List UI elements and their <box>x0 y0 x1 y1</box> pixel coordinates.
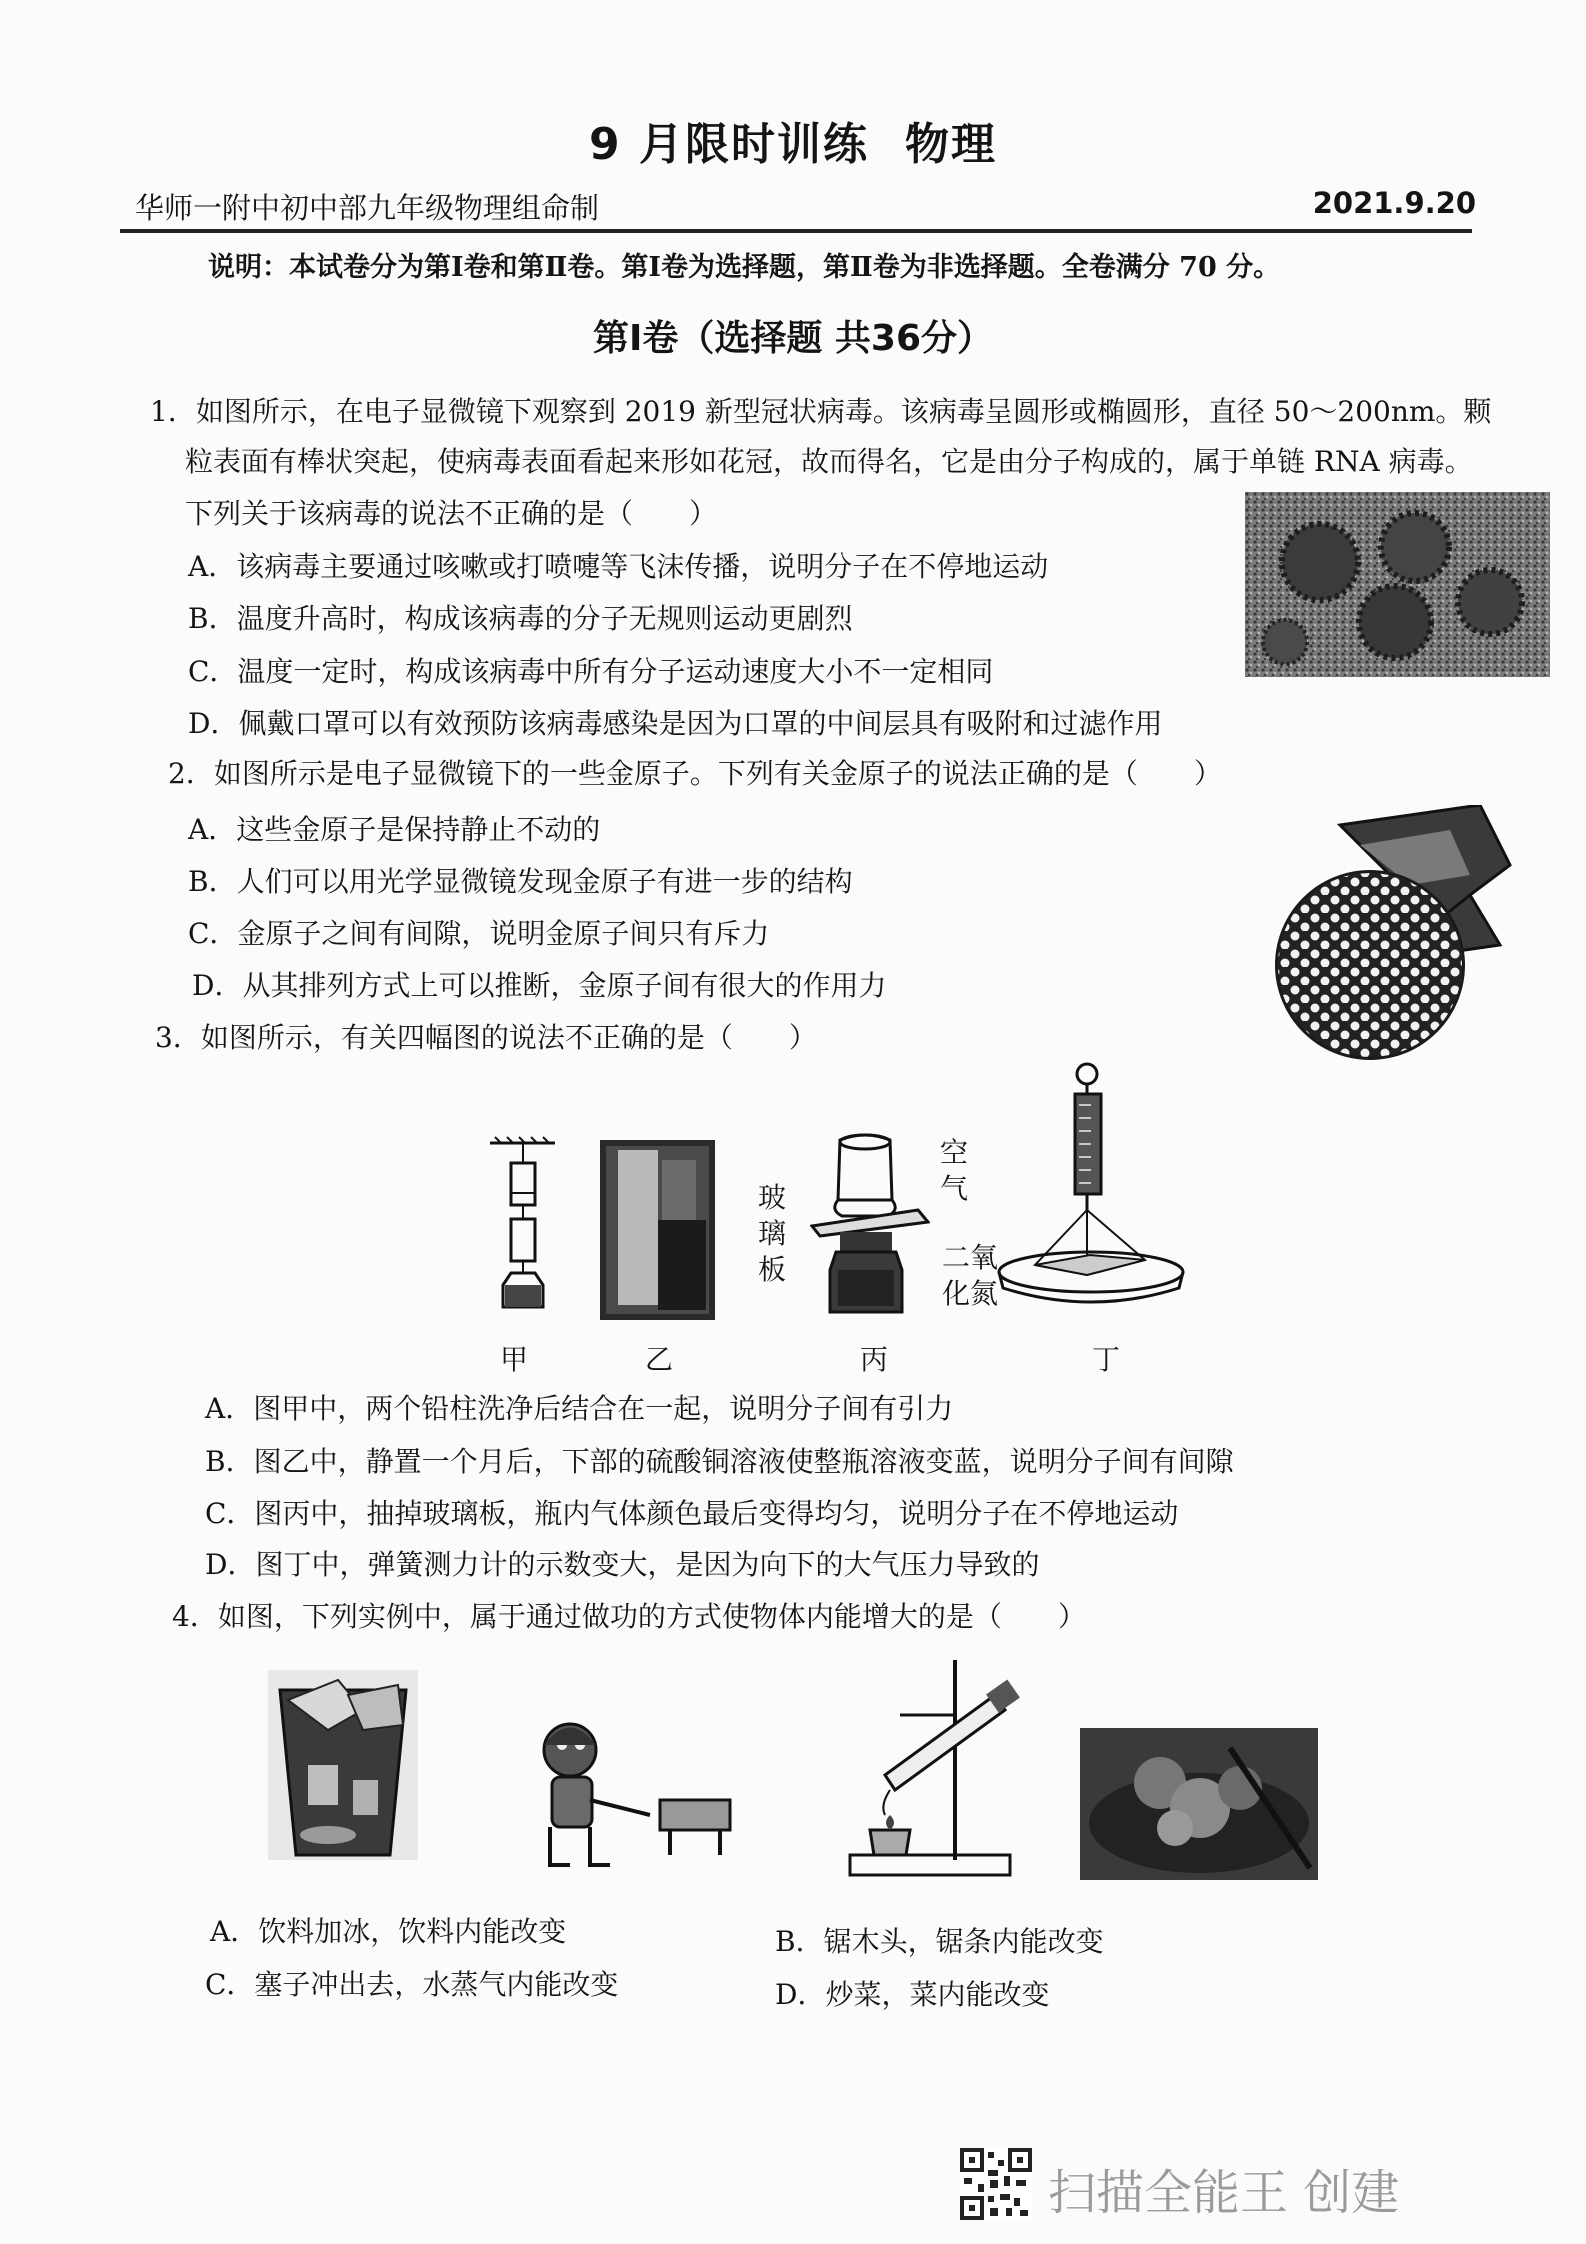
q2-option-c: C．金原子之间有间隙，说明金原子间只有斥力 <box>188 917 770 950</box>
q1-stem-line2: 粒表面有棒状突起，使病毒表面看起来形如花冠，故而得名，它是由分子构成的，属于单链 RNA 病毒。 <box>185 445 1473 478</box>
air-label: 空气 <box>940 1136 969 1205</box>
no2-label: 二氧化氮 <box>942 1241 999 1310</box>
scanner-watermark: 扫描全能王 创建 <box>1048 2165 1400 2221</box>
q2-option-d: D．从其排列方式上可以推断，金原子间有很大的作用力 <box>192 969 887 1002</box>
q4-option-a: A．饮料加冰，饮料内能改变 <box>210 1915 567 1948</box>
figure-bing-gas-diffusion <box>810 1130 930 1320</box>
q4-option-d: D．炒菜，菜内能改变 <box>775 1978 1050 2011</box>
stopper-pop-experiment-image <box>830 1655 1030 1885</box>
q3-option-d: D．图丁中，弹簧测力计的示数变大，是因为向下的大气压力导致的 <box>205 1548 1040 1581</box>
caption-jia: 甲 <box>500 1343 529 1376</box>
figure-yi-copper-sulfate-jar <box>600 1140 715 1320</box>
q1-option-a: A．该病毒主要通过咳嗽或打喷嚏等飞沫传播，说明分子在不停地运动 <box>188 550 1049 583</box>
qr-code-icon <box>960 2148 1032 2220</box>
q3-option-c: C．图丙中，抽掉玻璃板，瓶内气体颜色最后变得均匀，说明分子在不停地运动 <box>205 1497 1179 1530</box>
header-rule <box>120 229 1472 233</box>
q3-option-b: B．图乙中，静置一个月后，下部的硫酸铜溶液使整瓶溶液变蓝，说明分子间有间隙 <box>205 1445 1234 1478</box>
glass-plate-label: 玻璃板 <box>758 1181 787 1286</box>
figure-jia-lead-cylinders <box>485 1135 565 1315</box>
caption-yi: 乙 <box>645 1343 674 1376</box>
figure-ding-spring-balance <box>995 1060 1195 1325</box>
page-title <box>0 108 1586 172</box>
org-line: 华师一附中初中部九年级物理组命制 <box>135 191 600 225</box>
q4-option-c: C．塞子冲出去，水蒸气内能改变 <box>205 1968 619 2001</box>
q2-option-b: B．人们可以用光学显微镜发现金原子有进一步的结构 <box>188 865 853 898</box>
title-part2: 物理 <box>904 119 997 170</box>
title-part1: 9 月限时训练 <box>589 119 869 170</box>
exam-date: 2021.9.20 <box>1312 186 1476 220</box>
q1-stem-line1: 1．如图所示，在电子显微镜下观察到 2019 新型冠状病毒。该病毒呈圆形或椭圆形，直径 50～200nm。颗 <box>150 395 1492 428</box>
caption-ding: 丁 <box>1092 1343 1121 1376</box>
q2-stem: 2．如图所示是电子显微镜下的一些金原子。下列有关金原子的说法正确的是（ ） <box>168 757 1222 790</box>
q1-option-b: B．温度升高时，构成该病毒的分子无规则运动更剧烈 <box>188 602 853 635</box>
q1-option-c: C．温度一定时，构成该病毒中所有分子运动速度大小不一定相同 <box>188 655 994 688</box>
q2-option-a: A．这些金原子是保持静止不动的 <box>188 813 601 846</box>
q3-option-a: A．图甲中，两个铅柱洗净后结合在一起，说明分子间有引力 <box>205 1392 954 1425</box>
virus-microscope-image <box>1245 492 1550 677</box>
q3-stem: 3．如图所示，有关四幅图的说法不正确的是（ ） <box>155 1021 817 1054</box>
q1-option-d: D．佩戴口罩可以有效预防该病毒感染是因为口罩的中间层具有吸附和过滤作用 <box>188 707 1163 740</box>
section-heading: 第Ⅰ卷（选择题 共36分） <box>592 318 994 359</box>
stir-fry-image <box>1080 1728 1318 1880</box>
gold-atoms-image <box>1270 805 1515 1065</box>
sawing-wood-image <box>530 1715 750 1875</box>
q1-stem-line3: 下列关于该病毒的说法不正确的是（ ） <box>185 497 718 530</box>
drink-with-ice-image <box>268 1670 418 1860</box>
exam-note: 说明：本试卷分为第Ⅰ卷和第Ⅱ卷。第Ⅰ卷为选择题，第Ⅱ卷为非选择题。全卷满分 70 分。 <box>208 252 1281 283</box>
caption-bing: 丙 <box>860 1343 889 1376</box>
q4-option-b: B．锯木头，锯条内能改变 <box>775 1925 1104 1958</box>
q4-stem: 4．如图，下列实例中，属于通过做功的方式使物体内能增大的是（ ） <box>172 1600 1086 1633</box>
